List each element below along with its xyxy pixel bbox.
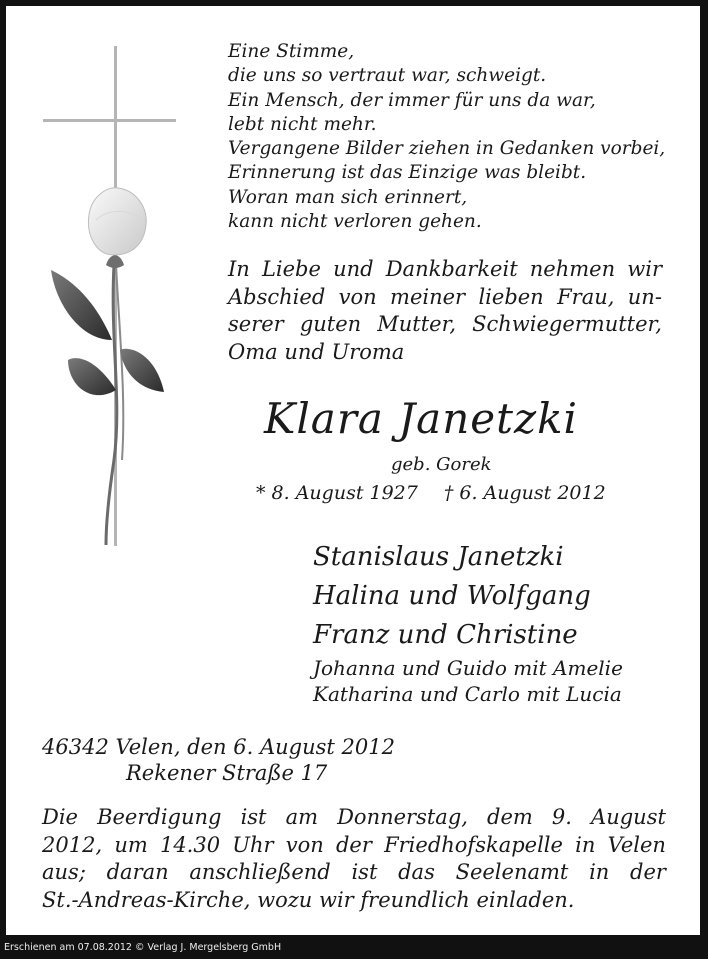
poem-line: lebt nicht mehr.: [228, 113, 377, 135]
birth-name: geb. Gorek: [391, 454, 492, 475]
mourner-line: Stanislaus Janetzki: [313, 542, 564, 572]
intro-word: Abschied: [228, 284, 326, 309]
funeral-word: am: [285, 805, 319, 829]
funeral-word: um: [114, 832, 148, 857]
poem-line: Woran man sich erinnert,: [228, 186, 468, 208]
funeral-line: [42, 887, 666, 915]
funeral-word: daran: [106, 860, 169, 884]
birth-date: * 8. August 1927: [256, 482, 418, 504]
funeral-word: ist: [351, 860, 378, 884]
intro-word: und: [333, 257, 374, 281]
funeral-word: von: [285, 832, 324, 857]
poem-line: die uns so vertraut war, schweigt.: [228, 65, 547, 87]
intro-line: [228, 311, 662, 339]
mourner-line: Johanna und Guido mit Amelie: [313, 656, 623, 680]
funeral-word: anschließend: [189, 860, 331, 884]
obituary-notice: [6, 6, 700, 935]
intro-word: guten: [299, 312, 362, 336]
funeral-word: der: [630, 860, 666, 884]
rose-icon: [51, 188, 164, 545]
funeral-word: Die: [42, 805, 78, 829]
funeral-word: Velen: [607, 832, 666, 857]
funeral-line: [42, 859, 666, 887]
address-block: [42, 734, 395, 786]
funeral-line: [42, 832, 666, 860]
intro-line: [228, 339, 662, 367]
poem-line: Ein Mensch, der immer für uns da war,: [228, 89, 596, 111]
funeral-details: [42, 804, 666, 914]
place-date: 46342 Velen, den 6. August 2012: [42, 735, 395, 759]
intro-word: wir: [627, 257, 662, 281]
intro-word: von: [338, 284, 377, 309]
cross-and-rose-icon: [36, 40, 176, 560]
intro-word: Frau,: [557, 284, 615, 309]
publication-footer: Erschienen am 07.08.2012 © Verlag J. Mergelsberg GmbH: [4, 942, 282, 953]
intro-line: [228, 256, 662, 284]
intro-word: Dankbarkeit: [385, 257, 518, 281]
funeral-word: Uhr: [232, 832, 274, 857]
funeral-word: Donnerstag,: [337, 805, 468, 829]
poem: [228, 40, 665, 234]
funeral-word: August: [591, 805, 666, 829]
life-dates: [256, 482, 606, 504]
intro-word: serer: [228, 312, 284, 336]
mourner-line: Katharina und Carlo mit Lucia: [313, 682, 622, 706]
intro-word: In: [228, 257, 250, 281]
funeral-word: in: [589, 860, 610, 884]
intro-word: lieben: [478, 284, 544, 309]
death-date: † 6. August 2012: [443, 482, 606, 504]
funeral-line: [42, 804, 666, 832]
funeral-word: Beerdigung: [97, 805, 222, 829]
funeral-word: 14.30: [159, 832, 221, 857]
funeral-word: dem: [487, 805, 533, 829]
intro-word: Oma und Uroma: [228, 339, 405, 364]
intro-word: meiner: [390, 284, 466, 309]
funeral-word: Seelenamt: [455, 860, 569, 884]
funeral-word: Friedhofskapelle: [384, 832, 563, 857]
mourner-line: Halina und Wolfgang: [313, 581, 591, 611]
intro-word: Schwiegermutter,: [472, 312, 662, 336]
funeral-word: 2012,: [42, 832, 103, 857]
funeral-word: in: [575, 832, 596, 857]
poem-line: kann nicht verloren gehen.: [228, 211, 482, 233]
street-address: Rekener Straße 17: [126, 761, 328, 785]
funeral-word: St.-Andreas-Kirche, wozu wir freundlich einladen.: [42, 887, 575, 912]
funeral-word: das: [398, 860, 435, 884]
funeral-word: der: [335, 832, 372, 857]
intro-word: nehmen: [529, 257, 616, 281]
funeral-word: aus;: [42, 860, 86, 884]
intro-text: [228, 256, 662, 366]
mourner-line: Franz und Christine: [313, 620, 578, 650]
poem-line: Vergangene Bilder ziehen in Gedanken vorbei,: [228, 138, 666, 160]
funeral-word: 9.: [551, 805, 572, 829]
intro-word: Mutter,: [377, 312, 457, 336]
deceased-name: Klara Janetzki: [264, 394, 578, 443]
intro-line: [228, 284, 662, 312]
intro-word: un-: [627, 284, 662, 309]
poem-line: Erinnerung ist das Einzige was bleibt.: [228, 162, 587, 184]
funeral-word: ist: [240, 805, 267, 829]
intro-word: Liebe: [261, 257, 321, 281]
mourners-list: [313, 538, 623, 707]
poem-line: Eine Stimme,: [228, 41, 355, 62]
